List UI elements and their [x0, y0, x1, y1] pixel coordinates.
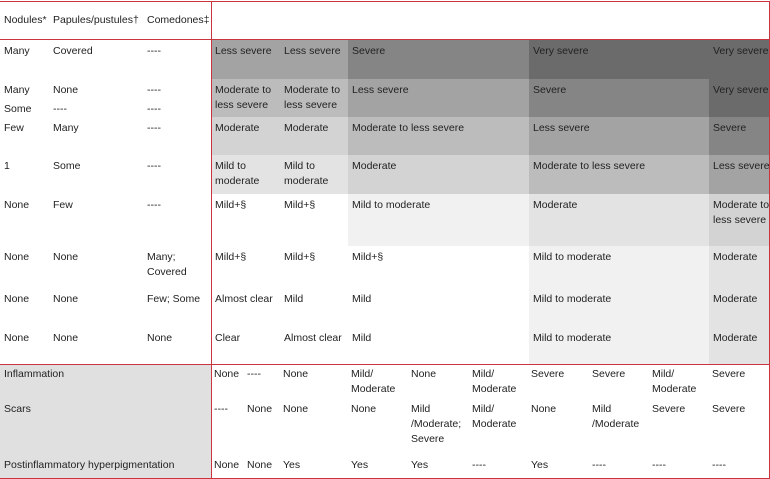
severity-grade-cell: Moderate to less severe — [352, 122, 465, 134]
severity-grade-cell: Moderate — [284, 122, 329, 134]
severity-grade-cell: Less severe — [215, 45, 272, 57]
severity-grade-cell: Less severe — [352, 84, 409, 96]
papules-pustules-cell: Covered — [53, 45, 93, 57]
nodules-cell: None — [4, 251, 30, 263]
footer-value-cell: None — [351, 403, 377, 415]
footer-value-cell: None — [247, 403, 273, 415]
top-rule — [0, 1, 770, 2]
nodules-cell: Few — [4, 122, 24, 134]
severity-grade-cell: Mild to moderate — [352, 199, 431, 211]
comedones-cell: ---- — [147, 84, 161, 96]
comedones-cell: ---- — [147, 160, 161, 172]
footer-value-cell: Mild/ Moderate — [472, 368, 517, 395]
footer-value-cell: Mild /Moderate; Severe — [411, 403, 462, 445]
column-divider — [211, 1, 212, 479]
footer-value-cell: Yes — [411, 459, 429, 471]
severity-grade-cell: Mild — [352, 332, 372, 344]
comedones-cell: ---- — [147, 122, 161, 134]
nodules-cell: 1 — [4, 160, 10, 172]
severity-grade-cell: Mild+§ — [284, 251, 316, 263]
comedones-cell: Many; Covered — [147, 251, 187, 278]
header-papules-pustules: Papules/pustules† — [53, 14, 139, 26]
severity-grade-cell: Mild+§ — [215, 251, 247, 263]
footer-value-cell: Mild/ Moderate — [652, 368, 697, 395]
footer-value-cell: None — [214, 459, 240, 471]
footer-value-cell: None — [283, 403, 309, 415]
footer-value-cell: ---- — [247, 368, 261, 380]
comedones-cell: Few; Some — [147, 293, 201, 305]
severity-grade-cell: Less severe — [533, 122, 590, 134]
severity-grade-cell: Mild+§ — [284, 199, 316, 211]
severity-grade-cell: Severe — [713, 122, 747, 134]
papules-pustules-cell: Some — [53, 160, 81, 172]
footer-value-cell: None — [411, 368, 437, 380]
footer-value-cell: Severe — [592, 368, 626, 380]
nodules-cell: Some — [4, 103, 32, 115]
papules-pustules-cell: None — [53, 84, 79, 96]
footer-value-cell: ---- — [472, 459, 486, 471]
header-nodules: Nodules* — [4, 14, 47, 26]
footer-value-cell: Mild/ Moderate — [472, 403, 517, 430]
footer-label: Postinflammatory hyperpigmentation — [4, 459, 175, 471]
header-comedones: Comedones‡ — [147, 14, 210, 26]
footer-value-cell: None — [214, 368, 240, 380]
footer-value-cell: Severe — [531, 368, 565, 380]
severity-grade-cell: Moderate — [215, 122, 260, 134]
footer-value-cell: None — [283, 368, 309, 380]
nodules-cell: None — [4, 332, 30, 344]
severity-grade-cell: Moderate — [713, 251, 758, 263]
footer-value-cell: Mild/ Moderate — [351, 368, 396, 395]
nodules-cell: None — [4, 199, 30, 211]
footer-value-cell: Severe — [712, 403, 746, 415]
nodules-cell: Many — [4, 84, 30, 96]
nodules-cell: None — [4, 293, 30, 305]
severity-grade-cell: Moderate — [713, 293, 758, 305]
comedones-cell: ---- — [147, 199, 161, 211]
severity-grade-cell: Almost clear — [215, 293, 273, 305]
footer-value-cell: Yes — [283, 459, 301, 471]
comedones-cell: ---- — [147, 45, 161, 57]
papules-pustules-cell: Few — [53, 199, 73, 211]
papules-pustules-cell: ---- — [53, 103, 67, 115]
footer-value-cell: Severe — [712, 368, 746, 380]
severity-grade-cell: Mild to moderate — [284, 160, 329, 187]
footer-value-cell: None — [531, 403, 557, 415]
severity-grade-cell: Less severe — [284, 45, 341, 57]
severity-grade-cell: Very severe — [713, 84, 769, 96]
severity-grade-cell: Clear — [215, 332, 241, 344]
severity-grade-cell: Mild — [352, 293, 372, 305]
footer-value-cell: Yes — [351, 459, 369, 471]
papules-pustules-cell: None — [53, 332, 79, 344]
severity-grade-cell: Moderate — [533, 199, 578, 211]
papules-pustules-cell: Many — [53, 122, 79, 134]
footer-label: Inflammation — [4, 368, 65, 380]
severity-grade-cell: Almost clear — [284, 332, 342, 344]
severity-grade-cell: Mild to moderate — [533, 293, 612, 305]
severity-grade-cell: Mild to moderate — [215, 160, 260, 187]
footer-rule — [0, 364, 770, 365]
severity-grade-cell: Moderate — [352, 160, 397, 172]
header-rule — [0, 39, 770, 40]
severity-grade-cell: Severe — [352, 45, 386, 57]
comedones-cell: None — [147, 332, 173, 344]
severity-grade-cell: Severe — [533, 84, 567, 96]
footer-value-cell: Yes — [531, 459, 549, 471]
footer-value-cell: ---- — [214, 403, 228, 415]
papules-pustules-cell: None — [53, 251, 79, 263]
severity-grade-cell: Very severe — [533, 45, 589, 57]
severity-grade-cell: Mild to moderate — [533, 251, 612, 263]
severity-grade-cell: Less severe — [713, 160, 770, 172]
footer-value-cell: ---- — [712, 459, 726, 471]
severity-grade-cell: Mild — [284, 293, 304, 305]
footer-value-cell: None — [247, 459, 273, 471]
papules-pustules-cell: None — [53, 293, 79, 305]
severity-grade-cell: Moderate to less severe — [713, 199, 770, 226]
footer-value-cell: ---- — [652, 459, 666, 471]
severity-grade-cell: Moderate to less severe — [284, 84, 341, 111]
comedones-cell: ---- — [147, 103, 161, 115]
nodules-cell: Many — [4, 45, 30, 57]
severity-grade-cell: Moderate to less severe — [215, 84, 272, 111]
severity-grade-cell: Mild+§ — [352, 251, 384, 263]
severity-grade-cell: Moderate — [713, 332, 758, 344]
severity-grade-cell: Very severe — [713, 45, 769, 57]
footer-value-cell: Mild /Moderate — [592, 403, 640, 430]
footer-value-cell: Severe — [652, 403, 686, 415]
severity-grade-cell: Mild to moderate — [533, 332, 612, 344]
footer-value-cell: ---- — [592, 459, 606, 471]
severity-grade-cell: Moderate to less severe — [533, 160, 646, 172]
footer-label: Scars — [4, 403, 31, 415]
severity-grade-cell: Mild+§ — [215, 199, 247, 211]
